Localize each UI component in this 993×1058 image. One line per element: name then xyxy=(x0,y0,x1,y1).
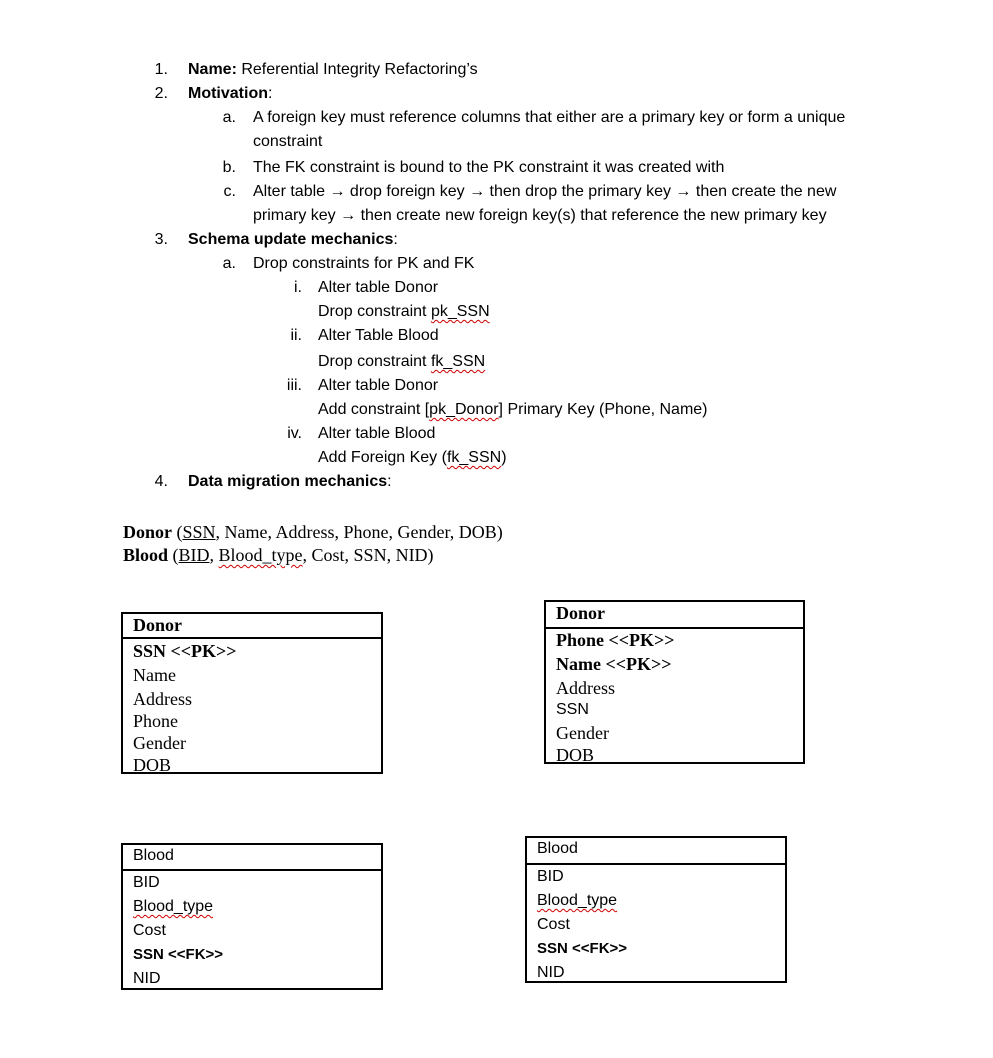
list-item-schema xyxy=(188,230,398,250)
list-letter: a. xyxy=(222,109,236,126)
table-row: Address xyxy=(556,678,615,698)
table-title: Blood xyxy=(123,845,381,871)
table-row: Gender xyxy=(556,723,609,743)
schema-text: ( xyxy=(172,522,183,542)
table-row: Blood_type xyxy=(133,898,214,915)
table-row: DOB xyxy=(556,745,595,765)
list-roman: ii. xyxy=(290,327,302,344)
table-row: BID xyxy=(133,874,160,891)
list-item-text: A foreign key must reference columns that either are a primary key or form a unique xyxy=(253,109,846,126)
table-row: DOB xyxy=(133,755,172,775)
list-number: 2. xyxy=(154,85,168,102)
list-item-name xyxy=(188,60,478,80)
sql-line xyxy=(318,448,507,468)
table-title: Donor xyxy=(556,603,605,623)
schema-donor xyxy=(123,521,503,543)
constraint-name: fk_SSN xyxy=(446,449,502,466)
attribute-name: Blood_type xyxy=(218,545,303,565)
table-row: Blood_type xyxy=(537,892,618,909)
list-item-text: Alter table Blood xyxy=(318,425,436,442)
list-letter: c. xyxy=(223,183,236,200)
list-item-text: Drop constraints for PK and FK xyxy=(253,255,475,272)
list-letter: a. xyxy=(222,255,236,272)
constraint-name: fk_SSN xyxy=(430,353,486,370)
item-text: : xyxy=(387,473,392,490)
sql-text: Add Foreign Key ( xyxy=(318,449,447,466)
sql-text: Add constraint [ xyxy=(318,401,430,418)
table-row: BID xyxy=(537,868,564,885)
label-schema: Schema update mechanics xyxy=(188,231,394,248)
table-row: Phone <<PK>> xyxy=(556,630,675,650)
list-item-migration xyxy=(188,472,392,492)
sql-line xyxy=(318,302,490,322)
table-title: Donor xyxy=(133,615,182,635)
list-number: 4. xyxy=(154,473,168,490)
table-row: Address xyxy=(133,689,192,709)
list-roman: iv. xyxy=(287,425,302,442)
relation-name: Donor xyxy=(123,522,172,542)
list-item-text: constraint xyxy=(253,133,323,150)
list-number: 3. xyxy=(154,231,168,248)
list-item-text: primary key → then create new foreign key(s) that reference the new primary key xyxy=(253,207,827,224)
blood-table-old xyxy=(121,843,383,990)
table-row: Name xyxy=(133,665,176,685)
constraint-name: pk_SSN xyxy=(430,303,490,320)
schema-text: , xyxy=(209,545,219,565)
schema-text: , Name, Address, Phone, Gender, DOB) xyxy=(215,522,503,542)
sql-text: Drop constraint xyxy=(318,303,431,320)
table-row: NID xyxy=(133,970,161,987)
donor-table-new xyxy=(544,600,805,764)
table-row: Cost xyxy=(537,916,570,933)
list-item-text: The FK constraint is bound to the PK constraint it was created with xyxy=(253,159,725,176)
sql-text: ) xyxy=(501,449,507,466)
relation-name: Blood xyxy=(123,545,169,565)
sql-text: ] Primary Key (Phone, Name) xyxy=(498,401,708,418)
constraint-name: pk_Donor xyxy=(429,401,499,418)
label-motivation: Motivation xyxy=(188,85,268,102)
donor-table-old xyxy=(121,612,383,774)
label-migration: Data migration mechanics xyxy=(188,473,388,490)
list-roman: i. xyxy=(294,279,302,296)
item-text: : xyxy=(268,85,273,102)
sql-line xyxy=(318,400,708,420)
schema-blood xyxy=(123,544,434,566)
sql-line xyxy=(318,352,485,372)
list-item-text: Alter table Donor xyxy=(318,279,439,296)
label-name: Name: xyxy=(188,61,237,78)
item-text: : xyxy=(393,231,398,248)
table-row: NID xyxy=(537,964,565,981)
list-item-text: Alter table Donor xyxy=(318,377,439,394)
item-text: Referential Integrity Refactoring’s xyxy=(236,61,478,78)
table-row: Phone xyxy=(133,711,178,731)
list-letter: b. xyxy=(222,159,236,176)
schema-text: ( xyxy=(168,545,179,565)
list-item-motivation xyxy=(188,84,272,104)
sql-text: Drop constraint xyxy=(318,353,431,370)
list-roman: iii. xyxy=(286,377,302,394)
table-row: Cost xyxy=(133,922,166,939)
table-row: SSN <<FK>> xyxy=(537,940,628,957)
table-title: Blood xyxy=(527,838,785,865)
table-row: Gender xyxy=(133,733,186,753)
table-row: SSN <<FK>> xyxy=(133,946,224,963)
table-row: SSN xyxy=(556,701,589,718)
list-item-text: Alter Table Blood xyxy=(318,327,439,344)
list-number: 1. xyxy=(154,61,168,78)
primary-key: SSN xyxy=(182,522,216,542)
primary-key: BID xyxy=(178,545,210,565)
blood-table-new xyxy=(525,836,787,983)
schema-text: , Cost, SSN, NID) xyxy=(302,545,434,565)
table-row: Name <<PK>> xyxy=(556,654,672,674)
list-item-text: Alter table → drop foreign key → then drop the primary key → then create the new xyxy=(253,183,837,200)
table-row: SSN <<PK>> xyxy=(133,641,237,661)
